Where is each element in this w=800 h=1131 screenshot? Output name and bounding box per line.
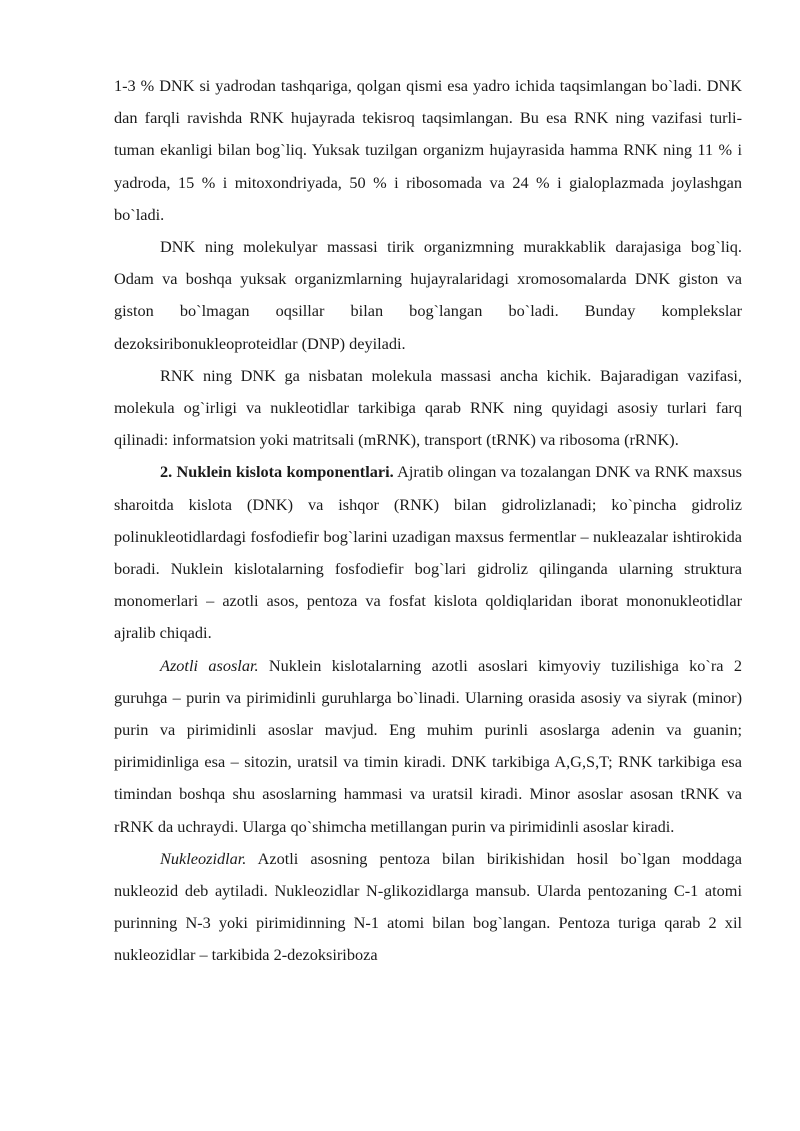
paragraph-text: Ajratib olingan va tozalangan DNK va RNK maxsus sharoitda kislota (DNK) va ishqor (RNK) bilan gidrolizlanadi; ko`pincha gidroliz polinukleotidlardagi fosfodiefir bog`larini uzadigan maxsus fermentlar – nukleazalar ishtirokida boradi. Nuklein kislotalarning fosfodiefir bog`lari gidroliz qilinganda ularning struktura monomerlari – azotli asos, pentoza va fosfat kislota qoldiqlaridan iborat mononukleotidlar ajralib chiqadi.	[114, 462, 742, 643]
paragraph-rna-distribution: 1-3 % DNK si yadrodan tashqariga, qolgan qismi esa yadro ichida taqsimlangan bo`ladi. DNK dan farqli ravishda RNK hujayrada tekisroq taqsimlangan. Bu esa RNK ning vazifasi turli-tuman ekanligi bilan bog`liq. Yuksak tuzilgan organizm hujayrasida hamma RNK ning 11 % i yadroda, 15 % i mitoxondriyada, 50 % i ribosomada va 24 % i gialoplazmada joylashgan bo`ladi.	[114, 76, 742, 224]
term-nucleosides: Nukleozidlar.	[160, 848, 247, 868]
document-page	[114, 70, 742, 972]
paragraph-nucleic-acid-components	[114, 456, 742, 649]
section-heading: 2. Nuklein kislota komponentlari.	[160, 462, 394, 482]
paragraph-nucleosides	[114, 843, 742, 972]
paragraph-rna-types: RNK ning DNK ga nisbatan molekula massasi ancha kichik. Bajaradigan vazifasi, molekula og`irligi va nukleotidlar tarkibiga qarab RNK ning quyidagi asosiy turlari farq qilinadi: informatsion yoki matritsali (mRNK), transport (tRNK) va ribosoma (rRNK).	[114, 365, 742, 450]
paragraph-nitrogen-bases	[114, 650, 742, 843]
paragraph-dna-molecular-mass: DNK ning molekulyar massasi tirik organizmning murakkablik darajasiga bog`liq. Odam va boshqa yuksak organizmlarning hujayralaridagi xromosomalarda DNK giston va giston bo`lmagan oqsillar bilan bog`langan bo`ladi. Bunday komplekslar dezoksiribonukleoproteidlar (DNP) deyiladi.	[114, 237, 742, 353]
term-nitrogen-bases: Azotli asoslar.	[160, 655, 259, 675]
paragraph-text: Nuklein kislotalarning azotli asoslari kimyoviy tuzilishiga ko`ra 2 guruhga – purin va pirimidinli guruhlarga bo`linadi. Ularning orasida asosiy va siyrak (minor) purin va pirimidinli asoslar mavjud. Eng muhim purinli asoslarga adenin va guanin; pirimidinliga esa – sitozin, uratsil va timin kiradi. DNK tarkibiga A,G,S,T; RNK tarkibiga esa timindan boshqa shu asoslarning hammasi va uratsil kiradi. Minor asoslar asosan tRNK va rRNK da uchraydi. Ularga qo`shimcha metillangan purin va pirimidinli asoslar kiradi.	[114, 655, 742, 836]
paragraph-text: Azotli asosning pentoza bilan birikishidan hosil bo`lgan moddaga nukleozid deb aytiladi. Nukleozidlar N-glikozidlarga mansub. Ularda pentozaning C-1 atomi purinning N-3 yoki pirimidinning N-1 atomi bilan bog`langan. Pentoza turiga qarab 2 xil nukleozidlar – tarkibida 2-dezoksiriboza	[114, 848, 742, 965]
